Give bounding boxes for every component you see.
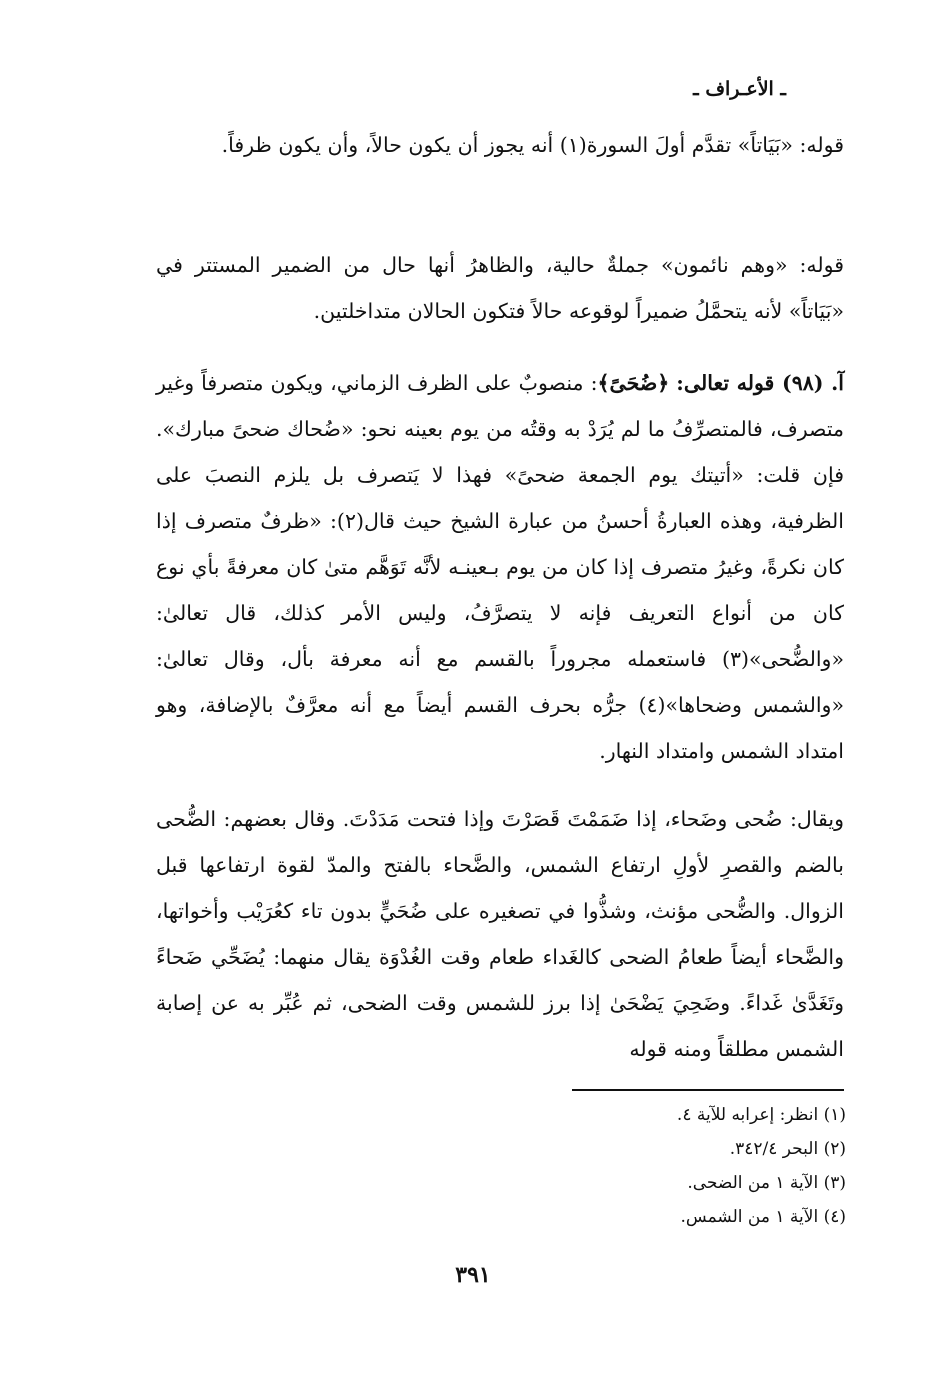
verse-reference: آ. (٩٨) قوله تعالى: [676, 371, 844, 395]
paragraph-4: ويقال: ضُحى وضَحاء، إذا ضَمَمْتَ قَصَرْتَ وإذا فتحت مَدَدْتَ. وقال بعضهم: الضُّحى بالضم والقصرِ لأولِ ارتفاع الشمس، والضَّحاء بالفتح والمدّ لقوة ارتفاعها قبل الزوال. والضُّحى مؤنث، وشذُّوا في تصغيره على ضُحَيٍّ بدون تاء كعُرَيْب وأخواتها، والضَّحاء أيضاً طعامُ الضحى كالغَداء طعام وقت الغُدْوَة يقال منهما: يُضَحِّي ضَحاءً وتَغَدَّىٰ غَداءً. وضَحِيَ يَضْحَىٰ إذا برز للشمس وقت الضحى، ثم عُبِّر به عن إصابة الشمس مطلقاً ومنه قوله [156, 807, 844, 1061]
quran-word: ﴿ضُحَىً﴾ [597, 371, 670, 395]
footnotes [446, 1098, 846, 1234]
paragraph-1: قوله: «بَيَاتاً» تقدَّم أولَ السورة(١) أنه يجوز أن يكون حالاً، وأن يكون ظرفاً. [221, 133, 844, 157]
running-header: ـ الأعـراف ـ [693, 78, 786, 100]
paragraph-3-text: : منصوبٌ على الظرف الزماني، ويكون متصرفاً وغير متصرف، فالمتصرِّفُ ما لم يُرَدْ به وقتُه من يوم بعينه نحو: «ضُحاك ضحىً مبارك». فإن قلت: «أتيتك يوم الجمعة ضحىً» فهذا لا يَتصرف بل يلزم النصبَ على الظرفية، وهذه العبارةُ أحسنُ من عبارة الشيخ حيث قال(٢): «ظرفٌ متصرف إذا كان نكرةً، وغيرُ متصرف إذا كان من يوم بـعينـه لأنَّه تَوَهَّم متىٰ كان معرفةً بأي نوع كان من أنواع التعريف فإنه لا يتصرَّفُ، وليس الأمر كذلك، قال تعالىٰ: «والضُّحى»(٣) فاستعمله مجروراً بالقسم مع أنه معرفة بأل، وقال تعالىٰ: «والشمس وضحاها»(٤) جرُّه بحرف القسم أيضاً مع أنه معرَّفٌ بالإضافة، وهو امتداد الشمس وامتداد النهار. [156, 371, 844, 763]
footnote-4: (٤) الآية ١ من الشمس. [680, 1207, 846, 1227]
main-text [156, 122, 844, 1072]
footnote-3: (٣) الآية ١ من الضحى. [687, 1173, 846, 1193]
footnote-1: (١) انظر: إعرابه للآية ٤. [676, 1105, 846, 1125]
footnote-divider [572, 1089, 844, 1091]
paragraph-3 [156, 360, 844, 774]
paragraph-2: قوله: «وهم نائمون» جملةٌ حالية، والظاهرُ أنها حال من الضمير المستتر في «بَيَاتاً» لأنه يتحمَّلُ ضميراً لوقوعه حالاً فتكون الحالان متداخلتين. [156, 253, 844, 323]
footnote-2: (٢) البحر ٣٤٢/٤. [729, 1139, 846, 1159]
page-number: ٣٩١ [455, 1262, 491, 1288]
